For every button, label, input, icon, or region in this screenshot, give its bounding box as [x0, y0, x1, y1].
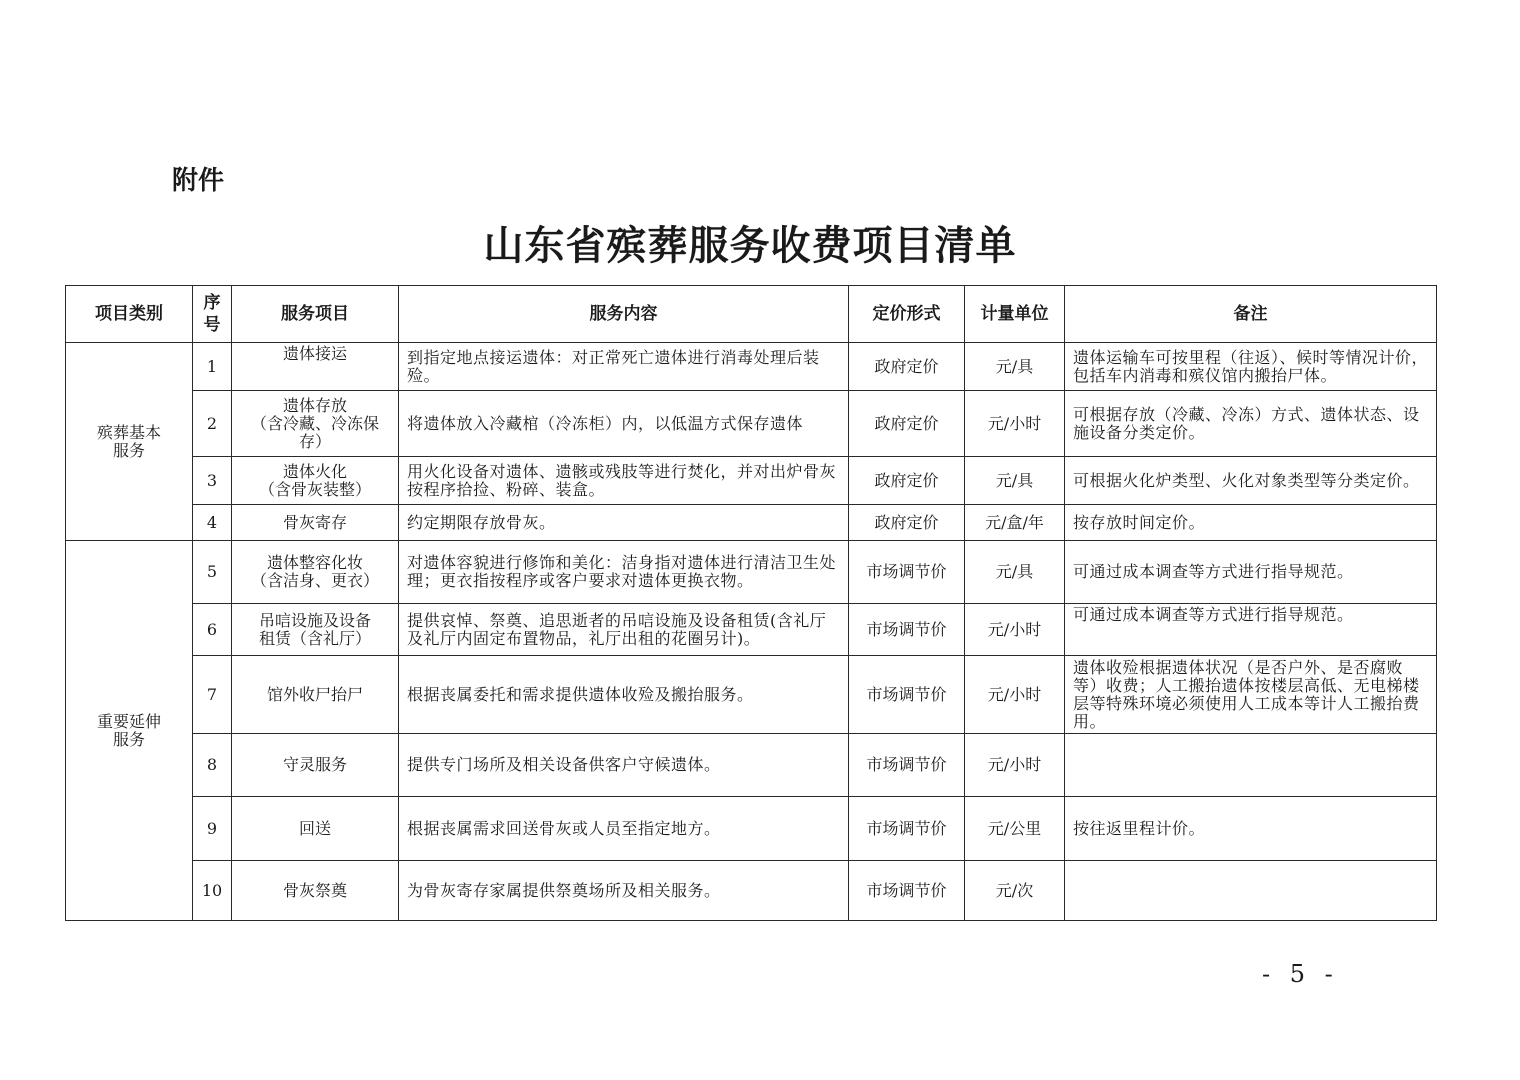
row-item: 吊唁设施及设备 租赁（含礼厅） [232, 604, 399, 656]
row-unit: 元/小时 [965, 734, 1065, 797]
row-seq: 5 [193, 541, 232, 604]
table-row [66, 541, 1437, 604]
table-row [66, 457, 1437, 505]
row-pricing: 市场调节价 [849, 734, 965, 797]
category-basic-services: 殡葬基本 服务 [66, 343, 193, 541]
row-content: 根据丧属需求回送骨灰或人员至指定地方。 [399, 797, 849, 861]
row-item: 遗体火化 （含骨灰装整） [232, 457, 399, 505]
row-seq: 3 [193, 457, 232, 505]
row-content: 到指定地点接运遗体：对正常死亡遗体进行消毒处理后装殓。 [399, 343, 849, 391]
row-remark [1065, 861, 1437, 921]
table-row [66, 604, 1437, 656]
row-seq: 2 [193, 391, 232, 457]
row-unit: 元/公里 [965, 797, 1065, 861]
row-seq: 10 [193, 861, 232, 921]
header-item: 服务项目 [232, 286, 399, 343]
table-row [66, 343, 1437, 391]
header-unit: 计量单位 [965, 286, 1065, 343]
category-extended-services: 重要延伸 服务 [66, 541, 193, 921]
row-unit: 元/具 [965, 541, 1065, 604]
row-unit: 元/次 [965, 861, 1065, 921]
row-remark: 可通过成本调查等方式进行指导规范。 [1065, 541, 1437, 604]
row-pricing: 市场调节价 [849, 604, 965, 656]
row-seq: 8 [193, 734, 232, 797]
row-remark: 遗体收殓根据遗体状况（是否户外、是否腐败等）收费；人工搬抬遗体按楼层高低、无电梯楼层等特殊环境必须使用人工成本等计人工搬抬费用。 [1065, 656, 1437, 734]
row-content: 将遗体放入冷藏棺（冷冻柜）内，以低温方式保存遗体 [399, 391, 849, 457]
document-title: 山东省殡葬服务收费项目清单 [483, 222, 1017, 269]
row-seq: 7 [193, 656, 232, 734]
row-remark: 可根据存放（冷藏、冷冻）方式、遗体状态、设施设备分类定价。 [1065, 391, 1437, 457]
row-item: 骨灰寄存 [232, 505, 399, 541]
row-item: 遗体存放 （含冷藏、冷冻保存） [232, 391, 399, 457]
row-item: 遗体整容化妆 （含洁身、更衣） [232, 541, 399, 604]
row-unit: 元/小时 [965, 604, 1065, 656]
fee-items-table [65, 285, 1437, 921]
row-item: 馆外收尸抬尸 [232, 656, 399, 734]
row-remark: 可通过成本调查等方式进行指导规范。 [1065, 604, 1437, 656]
header-content: 服务内容 [399, 286, 849, 343]
row-unit: 元/小时 [965, 391, 1065, 457]
table-row [66, 797, 1437, 861]
row-remark: 遗体运输车可按里程（往返）、候时等情况计价，包括车内消毒和殡仪馆内搬抬尸体。 [1065, 343, 1437, 391]
header-category: 项目类别 [66, 286, 193, 343]
row-pricing: 市场调节价 [849, 797, 965, 861]
row-pricing: 市场调节价 [849, 861, 965, 921]
row-content: 为骨灰寄存家属提供祭奠场所及相关服务。 [399, 861, 849, 921]
row-seq: 6 [193, 604, 232, 656]
row-remark [1065, 734, 1437, 797]
table-row [66, 734, 1437, 797]
row-item: 回送 [232, 797, 399, 861]
page-number: - 5 - [1262, 960, 1339, 988]
row-pricing: 政府定价 [849, 505, 965, 541]
header-row [66, 286, 1437, 343]
row-seq: 4 [193, 505, 232, 541]
row-pricing: 市场调节价 [849, 656, 965, 734]
row-pricing: 政府定价 [849, 457, 965, 505]
table-row [66, 656, 1437, 734]
row-remark: 按往返里程计价。 [1065, 797, 1437, 861]
row-remark: 按存放时间定价。 [1065, 505, 1437, 541]
table-row [66, 861, 1437, 921]
row-unit: 元/具 [965, 343, 1065, 391]
row-content: 提供哀悼、祭奠、追思逝者的吊唁设施及设备租赁(含礼厅及礼厅内固定布置物品，礼厅出租的花圈另计)。 [399, 604, 849, 656]
row-remark: 可根据火化炉类型、火化对象类型等分类定价。 [1065, 457, 1437, 505]
row-content: 提供专门场所及相关设备供客户守候遗体。 [399, 734, 849, 797]
table-row [66, 505, 1437, 541]
header-remark: 备注 [1065, 286, 1437, 343]
row-item: 遗体接运 [232, 343, 399, 391]
attachment-label: 附件 [172, 166, 225, 196]
row-content: 对遗体容貌进行修饰和美化：洁身指对遗体进行清洁卫生处理；更衣指按程序或客户要求对遗体更换衣物。 [399, 541, 849, 604]
row-content: 约定期限存放骨灰。 [399, 505, 849, 541]
row-unit: 元/盒/年 [965, 505, 1065, 541]
row-content: 用火化设备对遗体、遗骸或残肢等进行焚化，并对出炉骨灰按程序拾捡、粉碎、装盒。 [399, 457, 849, 505]
row-item: 骨灰祭奠 [232, 861, 399, 921]
row-seq: 1 [193, 343, 232, 391]
table-row [66, 391, 1437, 457]
row-unit: 元/小时 [965, 656, 1065, 734]
header-seq: 序 号 [193, 286, 232, 343]
row-pricing: 政府定价 [849, 391, 965, 457]
row-unit: 元/具 [965, 457, 1065, 505]
row-pricing: 政府定价 [849, 343, 965, 391]
header-pricing: 定价形式 [849, 286, 965, 343]
row-seq: 9 [193, 797, 232, 861]
row-pricing: 市场调节价 [849, 541, 965, 604]
row-content: 根据丧属委托和需求提供遗体收殓及搬抬服务。 [399, 656, 849, 734]
row-item: 守灵服务 [232, 734, 399, 797]
